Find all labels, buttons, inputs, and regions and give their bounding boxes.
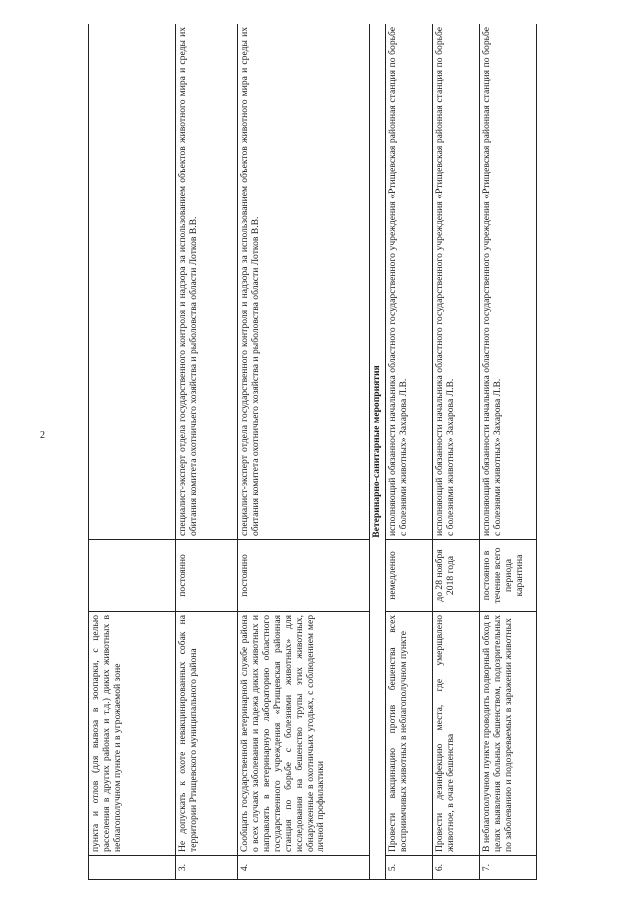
responsible-cell: исполняющий обязанности начальника областного государственного учреждения «Ртищевская районная станция по борьбе с болезнями животных» Захарова Л.В. bbox=[385, 24, 432, 540]
row-number: 6. bbox=[432, 856, 479, 880]
responsible-cell: специалист-эксперт отдела государственного контроля и надзора за использованием объектов животного мира и среды их обитания комитета охотничьего хозяйства и рыболовства области Лотков В.В. bbox=[176, 24, 238, 540]
page-number: 2 bbox=[40, 430, 45, 441]
row-number: 5. bbox=[385, 856, 432, 880]
responsible-cell: исполняющий обязанности начальника областного государственного учреждения «Ртищевская районная станция по борьбе с болезнями животных» Захарова Л.В. bbox=[432, 24, 479, 540]
activity-cell: Провести вакцинацию против бешенства всех восприимчивых животных в неблагополучном пункте bbox=[385, 612, 432, 856]
table-row bbox=[479, 24, 536, 880]
rotated-content bbox=[88, 24, 578, 880]
activity-cell: В неблагополучном пункте проводить подворный обход в целях выявления больных бешенством, подозрительных по заболеванию и подозреваемых в заражении животных bbox=[479, 612, 536, 856]
rotated-page bbox=[88, 24, 578, 880]
table-row bbox=[176, 24, 238, 880]
table-row bbox=[238, 24, 370, 880]
responsible-cell: специалист-эксперт отдела государственного контроля и надзора за использованием объектов животного мира и среды их обитания комитета охотничьего хозяйства и рыболовства области Лотков В.В. bbox=[238, 24, 370, 540]
activity-cell: пункта и отлов (для вывоза в зоопарки, с целью расселения в других районах и т.д.) диких животных в неблагополучном пункте и в угрожаемой зоне bbox=[89, 612, 176, 856]
measures-table bbox=[88, 24, 537, 880]
responsible-cell: исполняющий обязанности начальника областного государственного учреждения «Ртищевская районная станция по борьбе с болезнями животных» Захарова Л.В. bbox=[479, 24, 536, 540]
table-row bbox=[385, 24, 432, 880]
table-row bbox=[89, 24, 176, 880]
activity-cell: Сообщать государственной ветеринарной службе района о всех случаях заболевания и падежа диких животных и направлять в ветеринарную лабораторию областного государственного учреждения «Ртищевская районная станция по борьбе с болезнями животных» для исследования на бешенство трупы этих животных, обнаруженные в охотничьих угодьях, с соблюдением мер личной профилактики bbox=[238, 612, 370, 856]
term-cell: до 28 ноября 2018 года bbox=[432, 540, 479, 612]
term-cell: немедленно bbox=[385, 540, 432, 612]
section-row bbox=[370, 24, 386, 880]
term-cell bbox=[89, 540, 176, 612]
section-heading: Ветеринарно-санитарные мероприятия bbox=[370, 24, 386, 880]
responsible-cell bbox=[89, 24, 176, 540]
activity-cell: Не допускать к охоте невакцинированных собак на территории Ртищевского муниципального района bbox=[176, 612, 238, 856]
term-cell: постоянно bbox=[176, 540, 238, 612]
row-number: 4. bbox=[238, 856, 370, 880]
term-cell: постоянно bbox=[238, 540, 370, 612]
activity-cell: Провести дезинфекцию места, где умерщвлено животное, в очаге бешенства bbox=[432, 612, 479, 856]
row-number: 3. bbox=[176, 856, 238, 880]
term-cell: постоянно в течение всего периода карантина bbox=[479, 540, 536, 612]
row-number: 7. bbox=[479, 856, 536, 880]
table-row bbox=[432, 24, 479, 880]
row-number bbox=[89, 856, 176, 880]
